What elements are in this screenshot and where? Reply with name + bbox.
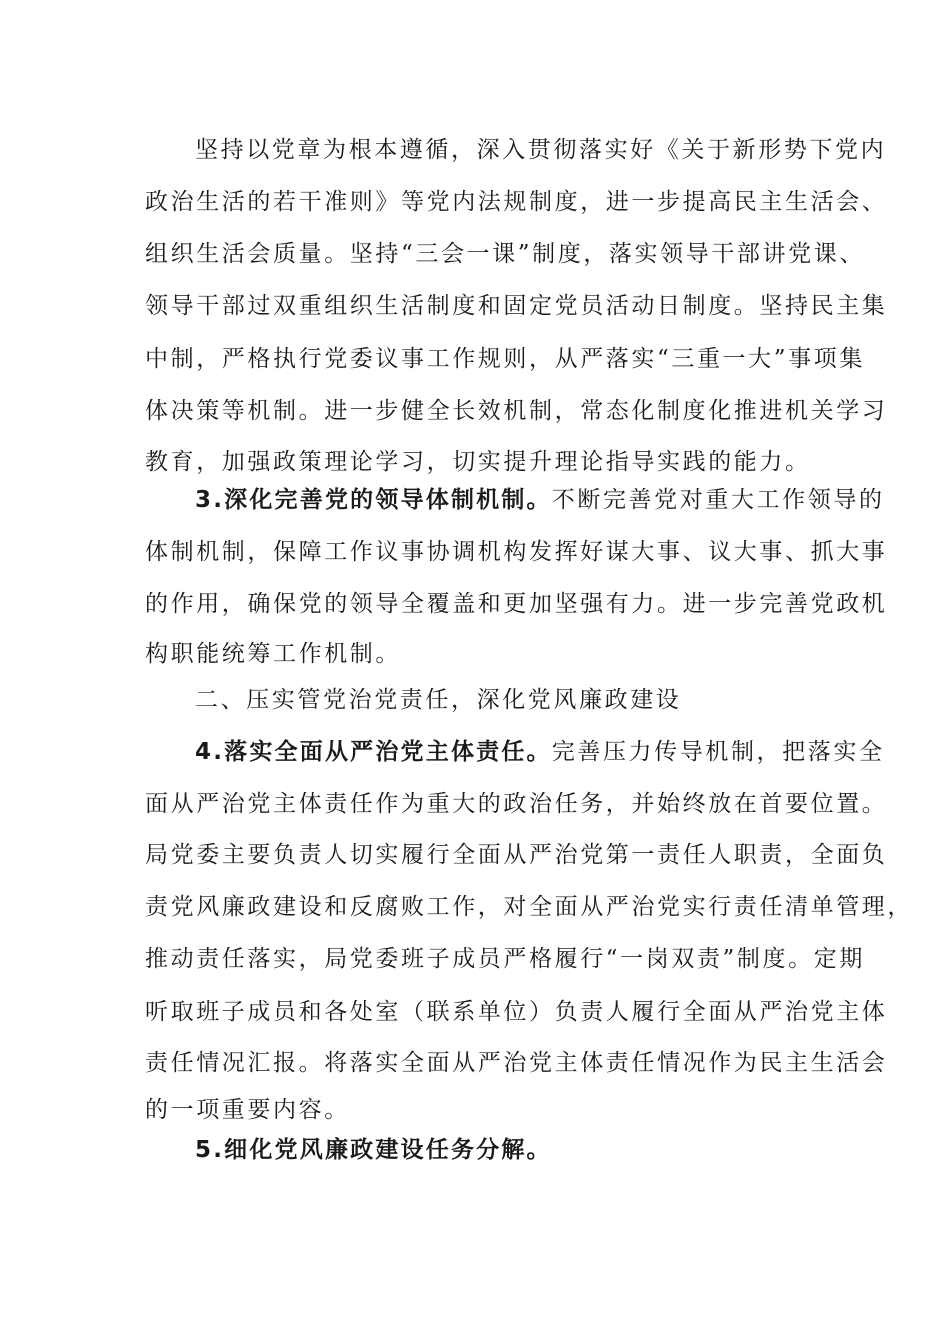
- paragraph-line: 坚持以党章为根本遵循，深入贯彻落实好《关于新形势下党内: [195, 137, 887, 163]
- paragraph-line: 的作用，确保党的领导全覆盖和更加坚强有力。进一步完善党政机: [145, 591, 888, 617]
- paragraph-line: 体制机制，保障工作议事协调机构发挥好谋大事、议大事、抓大事: [145, 539, 888, 565]
- paragraph-line: 听取班子成员和各处室（联系单位）负责人履行全面从严治党主体: [145, 999, 888, 1025]
- item-heading: 3.深化完善党的领导体制机制。: [195, 487, 552, 513]
- paragraph-line: 责任情况汇报。将落实全面从严治党主体责任情况作为民主生活会: [145, 1050, 888, 1076]
- paragraph-first-line: [195, 1130, 552, 1170]
- paragraph-line: 体决策等机制。进一步健全长效机制，常态化制度化推进机关学习: [145, 398, 888, 424]
- paragraph-line: 局党委主要负责人切实履行全面从严治党第一责任人职责，全面负: [145, 842, 888, 868]
- paragraph-line: 面从严治党主体责任作为重大的政治任务，并始终放在首要位置。: [145, 791, 888, 817]
- paragraph-line: 教育，加强政策理论学习，切实提升理论指导实践的能力。: [145, 449, 811, 475]
- paragraph-line: 中制，严格执行党委议事工作规则，从严落实“三重一大”事项集: [145, 346, 865, 372]
- paragraph-line: 组织生活会质量。坚持“三会一课”制度，落实领导干部讲党课、: [145, 241, 865, 267]
- paragraph-line: 领导干部过双重组织生活制度和固定党员活动日制度。坚持民主集: [145, 293, 888, 319]
- paragraph-line: 构职能统筹工作机制。: [145, 641, 401, 667]
- item-heading: 4.落实全面从严治党主体责任。: [195, 739, 552, 765]
- paragraph-first-line: [195, 480, 885, 520]
- paragraph-line: 政治生活的若干准则》等党内法规制度，进一步提高民主生活会、: [145, 189, 888, 215]
- paragraph-line: 推动责任落实，局党委班子成员严格履行“一岗双责”制度。定期: [145, 946, 865, 972]
- paragraph-line: 的一项重要内容。: [145, 1097, 350, 1123]
- item-text: 完善压力传导机制，把落实全: [551, 739, 885, 765]
- paragraph-first-line: [195, 732, 885, 772]
- item-text: 不断完善党对重大工作领导的: [551, 487, 885, 513]
- section-title: 二、压实管党治党责任，深化党风廉政建设: [195, 687, 682, 713]
- item-heading: 5.细化党风廉政建设任务分解。: [195, 1137, 552, 1163]
- paragraph-line: 责党风廉政建设和反腐败工作，对全面从严治党实行责任清单管理，: [145, 894, 913, 920]
